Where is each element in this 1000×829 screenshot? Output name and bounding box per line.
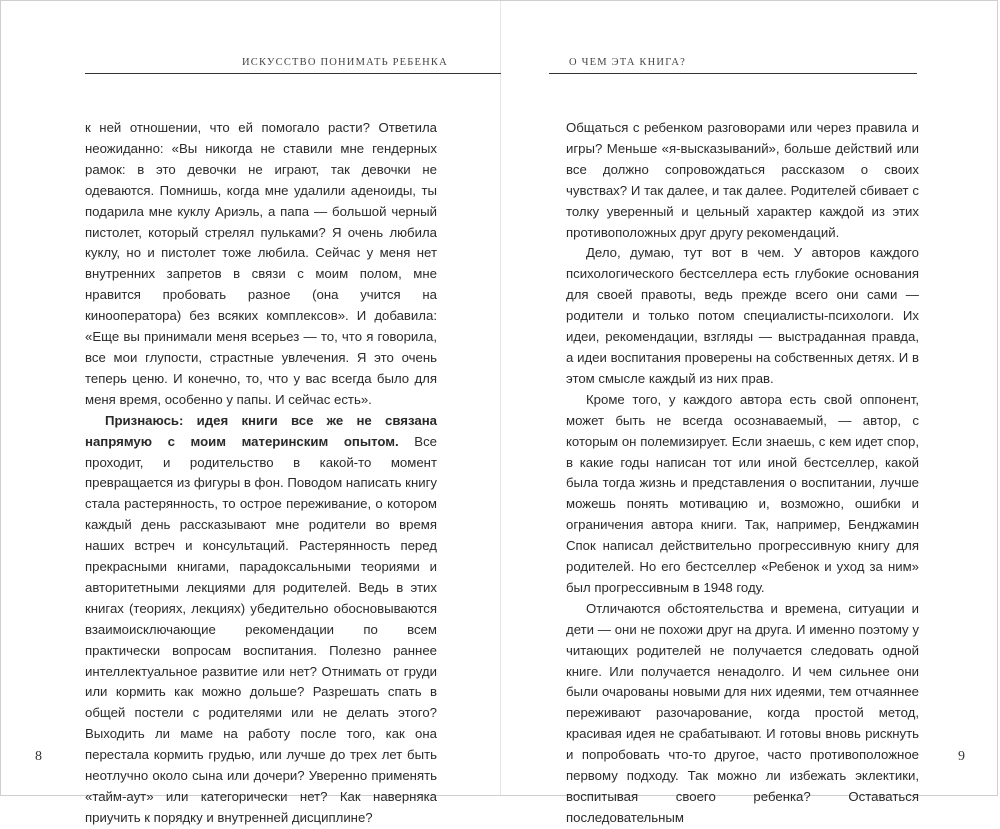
right-paragraph-2: Дело, думаю, тут вот в чем. У авторов каждого психологического бестселлера есть глубокие основания для своей правоты, ведь прежде всего они сами — родители и только потом специалисты-психологи. Их идеи, рекомендации, взгляды — выстраданная правда, а идеи воспитания проверены на собственных детях. И в этом смысле каждый из них прав.: [566, 245, 919, 386]
right-page-body: [566, 118, 919, 829]
left-running-header: ИСКУССТВО ПОНИМАТЬ РЕБЕНКА: [242, 57, 448, 68]
left-header-rule: [85, 73, 501, 74]
right-paragraph-4: Отличаются обстоятельства и времена, ситуации и дети — они не похожи друг на друга. И именно поэтому у читающих родителей не получается следовать одной книге. Или получается ненадолго. И чем сильнее они были очарованы новыми для них идеями, тем отчаяннее переживают разочарование, когда простой метод, красивая идея не срабатывают. И готовы вновь рискнуть и попробовать что-то другое, часто противоположное первому подходу. Так можно ли избежать эклектики, воспитывая своего ребенка? Оставаться последовательным: [566, 600, 919, 825]
right-paragraph-3: Кроме того, у каждого автора есть свой оппонент, может быть не всегда осознаваемый, — автор, с которым он полемизирует. Если знаешь, с кем идет спор, в какие годы написан тот или иной бестселлер, какой была тогда жизнь и представления о воспитании, лучше можешь понять мотивацию и, возможно, ошибки и ограничения автора книги. Так, например, Бенджамин Спок написал действительно прогрессивную книгу для родителей. Но его бестселлер «Ребенок и уход за ним» был прогрессивным в 1948 году.: [566, 391, 919, 595]
left-paragraph-1: к ней отношении, что ей помогало расти? Ответила неожиданно: «Вы никогда не ставили мне гендерных рамок: в это девочки не играют, так девочки не одеваются. Помнишь, когда мне удалили аденоиды, ты подарила мне куклу Ариэль, а папа — большой черный пистолет, который стрелял пульками? Я очень любила куклу, но и пистолет тоже любила. Сейчас у меня нет внутренних запретов в связи с моим полом, мне нравится пробовать разное (она учится на кинооператора) без всяких комплексов». И добавила: «Еще вы принимали меня всерьез — то, что я говорила, все мои глупости, страстные увлечения. Я это очень теперь ценю. И конечно, то, что у вас всегда было для меня время, особенно у папы. И сейчас есть».: [85, 120, 437, 407]
page-gutter: [500, 1, 501, 795]
left-page-number: 8: [35, 749, 42, 764]
right-paragraph-1: Общаться с ребенком разговорами или через правила и игры? Меньше «я-высказываний», больше действий или все должно сопровождаться рассказом о своих чувствах? И так далее, и так далее. Родителей сбивает с толку уверенный и цельный характер каждой из этих противоположных друг другу рекомендаций.: [566, 120, 919, 240]
left-paragraph-2-text: Все проходит, и родительство в какой-то момент превращается из фигуры в фон. Поводом написать книгу стала растерянность, то острое переживание, о котором каждый день рассказывают мне родители во время наших встреч и консультаций. Растерянность перед прекрасными книгами, парадоксальными теориями и авторитетными лекциями для родителей. Ведь в этих книгах (теориях, лекциях) убедительно обосновываются взаимоисключающие рекомендации по всем практически вопросам воспитания. Полезно раннее интеллектуальное развитие или нет? Отнимать от груди или кормить как можно дольше? Разрешать спать в общей постели с родителями или не делать этого? Выходить ли маме на работу после того, как она перестала кормить грудью, или лучше до трех лет быть неотлучно около сына или дочери? Уверенно применять «тайм-аут» или категорически нет? Как наверняка приучить к порядку и внутренней дисциплине?: [85, 433, 437, 825]
right-page-number: 9: [958, 749, 965, 764]
right-running-header: О ЧЕМ ЭТА КНИГА?: [569, 57, 686, 68]
right-header-rule: [549, 73, 917, 74]
left-page-body: [85, 118, 437, 829]
left-paragraph-2: [85, 411, 437, 829]
left-paragraph-2-bold: Признаюсь: идея книги все же не связана напрямую с моим материнским опытом.: [85, 412, 437, 449]
